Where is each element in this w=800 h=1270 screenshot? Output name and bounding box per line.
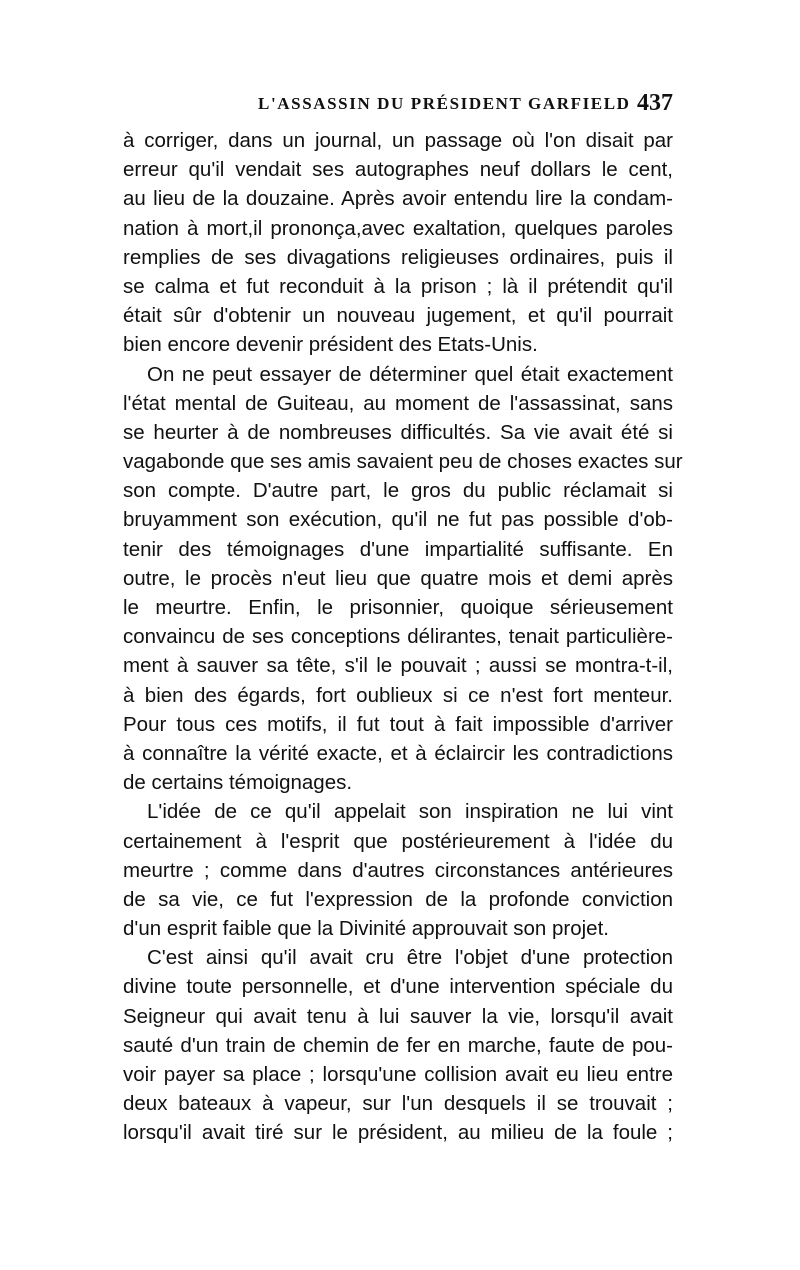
text-line: erreur qu'il vendait ses autographes neuf dollars le cent, — [123, 158, 673, 182]
text-line: certainement à l'esprit que postérieurement à l'idée du — [123, 829, 673, 853]
text-line: convaincu de ses conceptions délirantes, tenait particulière- — [123, 625, 673, 649]
text-line: le meurtre. Enfin, le prisonnier, quoique sérieusement — [123, 596, 673, 619]
page-number: 437 — [637, 90, 673, 116]
text-line: lorsqu'il avait tiré sur le président, au milieu de la foule ; — [123, 1121, 673, 1145]
text-line: Seigneur qui avait tenu à lui sauver la vie, lorsqu'il avait — [123, 1004, 673, 1028]
paragraph-first-line: L'idée de ce qu'il appelait son inspiration ne lui vint — [147, 800, 673, 824]
text-line: de sa vie, ce fut l'expression de la profonde conviction — [123, 887, 673, 911]
text-line: bien encore devenir président des Etats-Unis. — [123, 333, 538, 357]
text-line: l'état mental de Guiteau, au moment de l'assassinat, sans — [123, 391, 673, 415]
text-line: de certains témoignages. — [123, 771, 353, 795]
text-line: à connaître la vérité exacte, et à éclaircir les contradictions — [123, 741, 673, 765]
text-line: son compte. D'autre part, le gros du public réclamait si — [123, 479, 673, 503]
text-line: deux bateaux à vapeur, sur l'un desquels il se trouvait ; — [123, 1092, 673, 1116]
text-line: bruyamment son exécution, qu'il ne fut pas possible d'ob- — [123, 508, 673, 532]
text-line: vagabonde que ses amis savaient peu de choses exactes sur — [123, 450, 683, 474]
running-head — [123, 90, 673, 120]
text-line: tenir des témoignages d'une impartialité suffisante. En — [123, 537, 673, 561]
text-line: remplies de ses divagations religieuses ordinaires, puis il — [123, 245, 673, 269]
text-line: à corriger, dans un journal, un passage où l'on disait par — [123, 129, 673, 152]
text-line: meurtre ; comme dans d'autres circonstances antérieures — [123, 858, 673, 882]
text-line: se heurter à de nombreuses difficultés. Sa vie avait été si — [123, 420, 673, 444]
body-text — [123, 126, 683, 1148]
text-line: Pour tous ces motifs, il fut tout à fait impossible d'arriver — [123, 712, 673, 736]
text-line: nation à mort,il prononça,avec exaltation, quelques paroles — [123, 216, 673, 240]
text-line: au lieu de la douzaine. Après avoir entendu lire la condam- — [123, 187, 673, 211]
text-line: se calma et fut reconduit à la prison ; là il prétendit qu'il — [123, 274, 673, 298]
paragraph-first-line: On ne peut essayer de déterminer quel était exactement — [147, 362, 673, 386]
text-line: d'un esprit faible que la Divinité approuvait son projet. — [123, 917, 609, 941]
text-line: divine toute personnelle, et d'une intervention spéciale du — [123, 975, 673, 999]
text-line: ment à sauver sa tête, s'il le pouvait ; aussi se montra-t-il, — [123, 654, 673, 678]
text-line: était sûr d'obtenir un nouveau jugement, et qu'il pourrait — [123, 304, 673, 328]
text-line: sauté d'un train de chemin de fer en marche, faute de pou- — [123, 1033, 673, 1057]
running-title: L'ASSASSIN DU PRÉSIDENT GARFIELD — [258, 94, 631, 113]
text-line: outre, le procès n'eut lieu que quatre mois et demi après — [123, 566, 673, 590]
text-line: à bien des égards, fort oublieux si ce n'est fort menteur. — [123, 683, 673, 707]
text-line: voir payer sa place ; lorsqu'une collision avait eu lieu entre — [123, 1063, 673, 1086]
paragraph-first-line: C'est ainsi qu'il avait cru être l'objet d'une protection — [147, 946, 673, 970]
